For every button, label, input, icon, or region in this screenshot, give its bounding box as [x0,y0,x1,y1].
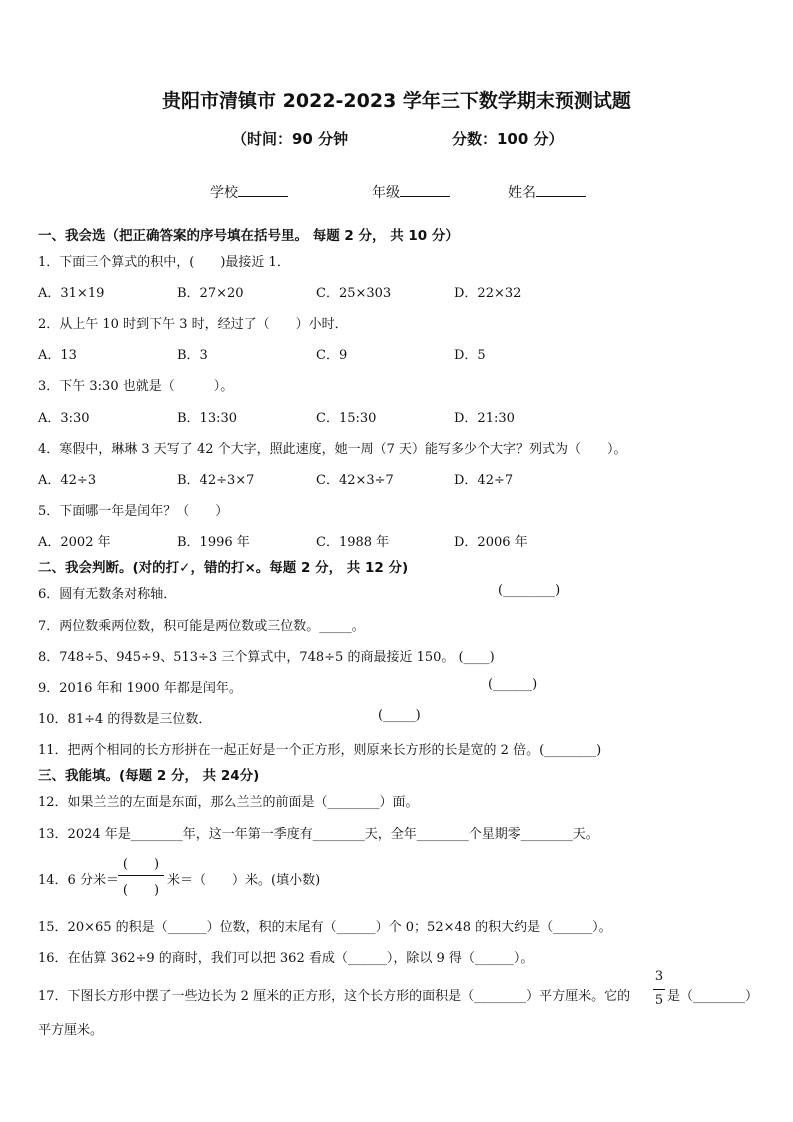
question-7: 7．两位数乘两位数，积可能是两位数或三位数。_____。 [38,619,365,634]
question-13: 13．2024 年是________年，这一年第一季度有________天，全年________个星期零________天。 [38,827,599,842]
question-4: 4．寒假中，琳琳 3 天写了 42 个大字，照此速度，她一周（7 天）能写多少个大字？列式为（ ）。 [38,442,627,457]
q2-option-a[interactable]: A．13 [38,348,77,363]
name-label: 姓名 [508,185,536,201]
school-label: 学校 [210,185,238,201]
q2-option-b[interactable]: B．3 [177,348,208,363]
question-8: 8．748÷5、945÷9、513÷3 三个算式中，748÷5 的商最接近 150。 (____) [38,650,495,665]
q5-option-b[interactable]: B．1996 年 [177,535,250,550]
q14-fraction-denominator[interactable]: ( ) [122,883,160,898]
q4-option-a[interactable]: A．42÷3 [38,473,97,488]
q14-fraction-numerator[interactable]: ( ) [122,857,160,872]
q4-option-c[interactable]: C．42×3÷7 [316,473,394,488]
school-field [210,182,288,202]
q17-fraction-bar [653,989,665,990]
section-3-title: 三、我能填。(每题 2 分， 共 24分) [38,768,260,784]
q3-option-d[interactable]: D．21:30 [454,411,515,426]
q17-fraction [653,969,665,1013]
q5-option-d[interactable]: D．2006 年 [454,535,528,550]
q14-fraction-bar [118,875,164,876]
school-blank[interactable] [238,182,288,197]
grade-blank[interactable] [400,182,450,197]
question-17-continuation: 平方厘米。 [38,1023,104,1038]
q3-option-a[interactable]: A．3:30 [38,411,90,426]
q6-answer-blank[interactable]: (________) [498,583,561,598]
q14-fraction [118,853,164,899]
question-17-tail: 是（________） [667,989,759,1004]
question-14: 14．6 分米＝ [38,873,119,888]
question-1: 1．下面三个算式的积中，( )最接近 1． [38,255,290,270]
q5-option-c[interactable]: C．1988 年 [316,535,390,550]
question-10: 10．81÷4 的得数是三位数． [38,712,212,727]
q1-option-c[interactable]: C．25×303 [316,286,392,301]
question-11: 11．把两个相同的长方形拼在一起正好是一个正方形，则原来长方形的长是宽的 2 倍。(________) [38,743,602,758]
q17-fraction-denominator: 5 [654,993,664,1008]
q1-option-d[interactable]: D．22×32 [454,286,522,301]
q2-option-c[interactable]: C．9 [316,348,348,363]
q5-option-a[interactable]: A．2002 年 [38,535,111,550]
question-14-suffix: 米＝（ ）米。(填小数) [167,873,321,888]
name-blank[interactable] [536,182,586,197]
q1-option-a[interactable]: A．31×19 [38,286,105,301]
question-6: 6．圆有无数条对称轴． [38,587,177,602]
question-9: 9．2016 年和 1900 年都是闰年。 [38,681,242,696]
question-12: 12．如果兰兰的左面是东面，那么兰兰的前面是（________）面。 [38,795,419,810]
q4-option-b[interactable]: B．42÷3×7 [177,473,255,488]
question-17: 17．下图长方形中摆了一些边长为 2 厘米的正方形，这个长方形的面积是（________）平方厘米。它的 [38,989,631,1004]
exam-score: 分数：100 分） [452,130,564,148]
question-2: 2．从上午 10 时到下午 3 时，经过了（ ）小时． [38,317,348,332]
question-3: 3．下午 3:30 也就是（ ）。 [38,379,234,394]
grade-field [372,182,450,202]
question-15: 15．20×65 的积是（______）位数，积的末尾有（______）个 0；52×48 的积大约是（______）。 [38,920,612,935]
q1-option-b[interactable]: B．27×20 [177,286,244,301]
name-field [508,182,586,202]
q2-option-d[interactable]: D．5 [454,348,486,363]
q4-option-d[interactable]: D．42÷7 [454,473,514,488]
q10-answer-blank[interactable]: (_____) [378,708,421,723]
exam-time: （时间：90 分钟 [232,130,349,148]
section-2-title: 二、我会判断。(对的打✓，错的打×。每题 2 分， 共 12 分) [38,560,409,576]
question-16: 16．在估算 362÷9 的商时，我们可以把 362 看成（______），除以 9 得（______）。 [38,951,534,966]
q17-fraction-numerator: 3 [654,969,664,984]
q3-option-b[interactable]: B．13:30 [177,411,238,426]
q3-option-c[interactable]: C．15:30 [316,411,377,426]
grade-label: 年级 [372,185,400,201]
question-5: 5．下面哪一年是闰年？（ ） [38,504,229,519]
q9-answer-blank[interactable]: (______) [488,677,538,692]
page-title: 贵阳市清镇市 2022-2023 学年三下数学期末预测试题 [162,90,631,112]
section-1-title: 一、我会选（把正确答案的序号填在括号里。 每题 2 分， 共 10 分） [38,228,459,244]
